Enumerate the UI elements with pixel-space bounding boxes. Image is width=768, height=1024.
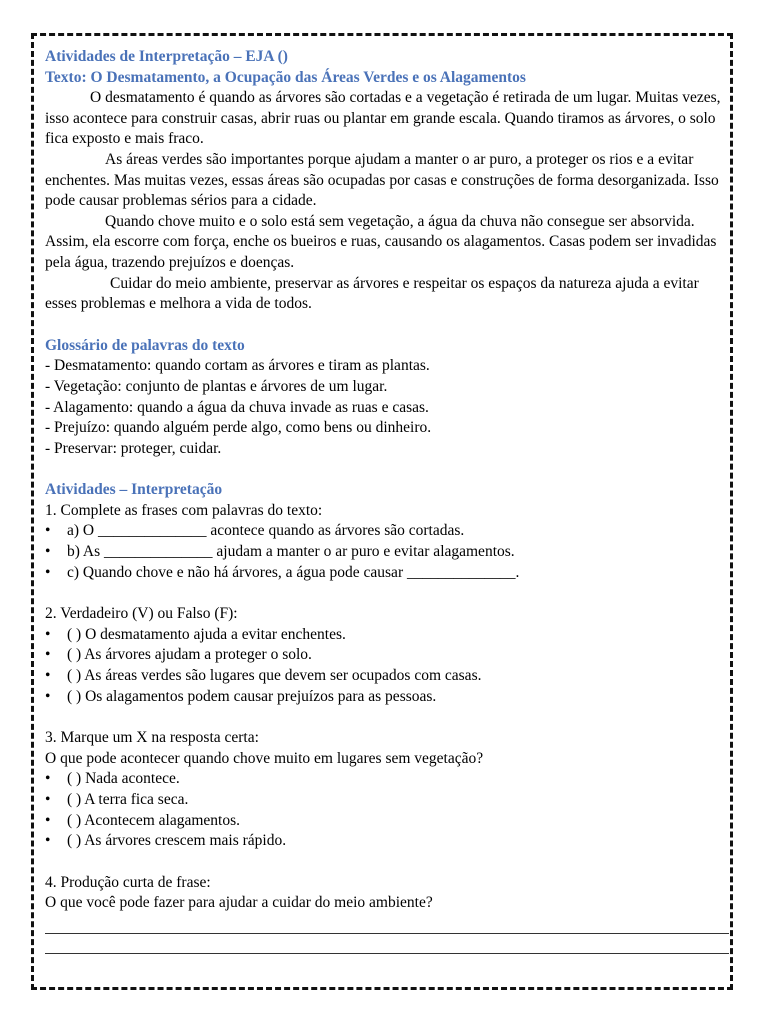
bullet-icon: • [45,543,51,561]
bullet-icon: • [45,791,51,808]
list-item: • ( ) O desmatamento ajuda a evitar enchentes. [45,625,725,646]
bullet-icon: • [45,832,51,850]
list-item: • ( ) Os alagamentos podem causar prejuízos para as pessoas. [45,687,725,708]
paragraph-4: Cuidar do meio ambiente, preservar as árvores e respeitar os espaços da natureza ajuda a evitar esses problemas e melhora a vida de todos. [45,274,699,313]
question-3-prompt: 3. Marque um X na resposta certa: [45,729,259,747]
bullet-icon: • [45,646,51,664]
bullet-icon: • [45,811,51,829]
question-1-list [45,521,725,583]
worksheet-title: Atividades de Interpretação – EJA () [45,48,288,65]
list-item: • ( ) Nada acontece. [45,769,725,790]
glossary-title: Glossário de palavras do texto [45,336,245,354]
bullet-icon: • [45,770,51,788]
glossary-item: - Desmatamento: quando cortam as árvores e tiram as plantas. [45,357,430,375]
paragraph-2: As áreas verdes são importantes porque ajudam a manter o ar puro, a proteger os rios e a evitar enchentes. Mas muitas vezes, essas áreas são ocupadas por casas e construções de forma desorganizada. Isso pode causar problemas sérios para a cidade. [45,150,719,210]
bullet-icon: • [45,522,51,540]
list-item: • b) As ______________ ajudam a manter o ar puro e evitar alagamentos. [45,542,725,563]
paragraph-3: Quando chove muito e o solo está sem vegetação, a água da chuva não consegue ser absorvida. Assim, ela escorre com força, enche os bueiros e ruas, causando os alagamentos. Casas podem ser invadidas pela água, trazendo prejuízos e doenças. [45,212,717,271]
list-item: • a) O ______________ acontece quando as árvores são cortadas. [45,521,725,542]
question-4-prompt: 4. Produção curta de frase: [45,873,211,891]
glossary-item: - Prejuízo: quando alguém perde algo, como bens ou dinheiro. [45,419,432,437]
bullet-icon: • [45,563,51,581]
list-item: • ( ) As árvores ajudam a proteger o solo. [45,645,725,666]
list-item: • ( ) A terra fica seca. [45,790,725,811]
bullet-icon: • [45,625,51,643]
worksheet [45,47,725,954]
question-1-prompt: 1. Complete as frases com palavras do texto: [45,501,323,519]
glossary-item: - Alagamento: quando a água da chuva invade as ruas e casas. [45,398,429,416]
bullet-icon: • [45,667,51,685]
list-item: • ( ) As árvores crescem mais rápido. [45,831,725,852]
glossary-item: - Preservar: proteger, cuidar. [45,439,222,457]
answer-line[interactable] [45,914,729,934]
list-item: • ( ) As áreas verdes são lugares que devem ser ocupados com casas. [45,666,725,687]
question-2-prompt: 2. Verdadeiro (V) ou Falso (F): [45,605,238,623]
paragraph-1: O desmatamento é quando as árvores são cortadas e a vegetação é retirada de um lugar. Muitas vezes, isso acontece para construir casas, abrir ruas ou plantar em grande escala. Quando tiramos as árvores, o solo fica exposto e mais fraco. [45,89,721,148]
list-item: • ( ) Acontecem alagamentos. [45,811,725,832]
question-4-question: O que você pode fazer para ajudar a cuidar do meio ambiente? [45,894,433,912]
bullet-icon: • [45,687,51,705]
question-3-list [45,769,725,851]
question-3-question: O que pode acontecer quando chove muito em lugares sem vegetação? [45,749,484,767]
answer-line[interactable] [45,934,729,954]
glossary-item: - Vegetação: conjunto de plantas e árvores de um lugar. [45,377,388,395]
list-item: • c) Quando chove e não há árvores, a água pode causar ______________. [45,563,725,584]
text-title: Texto: O Desmatamento, a Ocupação das Áreas Verdes e os Alagamentos [45,68,526,86]
question-2-list [45,625,725,707]
activities-title: Atividades – Interpretação [45,481,223,499]
